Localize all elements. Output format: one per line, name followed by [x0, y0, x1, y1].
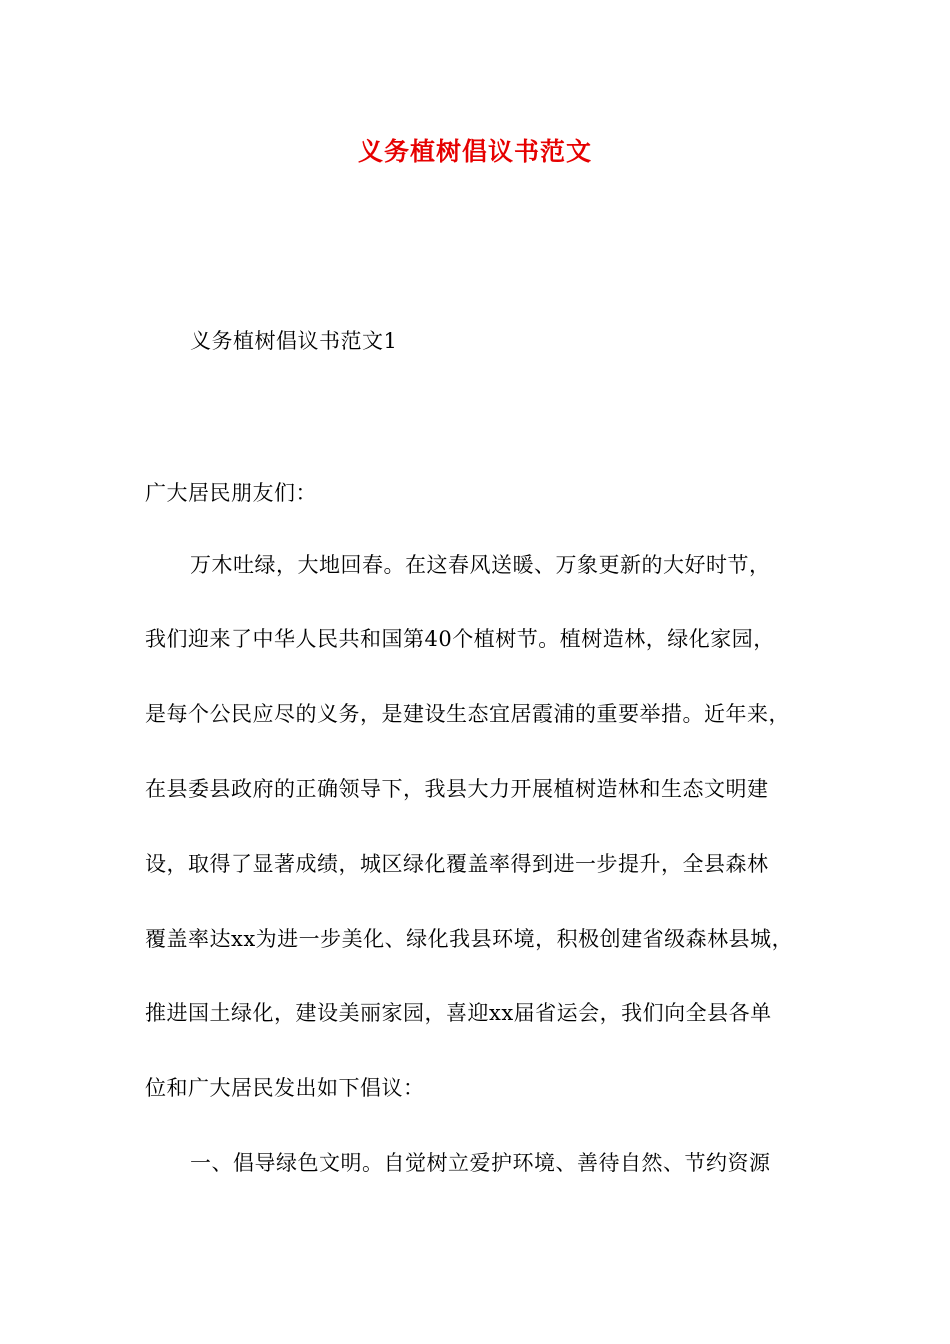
body-line: 设，取得了显著成绩，城区绿化覆盖率得到进一步提升，全县森林: [145, 852, 769, 876]
body-line: 一、倡导绿色文明。自觉树立爱护环境、善待自然、节约资源: [190, 1151, 771, 1175]
body-line: 是每个公民应尽的义务，是建设生态宜居霞浦的重要举措。近年来，: [145, 702, 790, 726]
section-heading: 义务植树倡议书范文1: [190, 329, 398, 353]
body-line: 覆盖率达xx为进一步美化、绿化我县环境，积极创建省级森林县城，: [145, 927, 794, 951]
salutation: 广大居民朋友们：: [145, 481, 317, 505]
body-line: 我们迎来了中华人民共和国第40个植树节。植树造林，绿化家园，: [145, 627, 775, 651]
body-line: 万木吐绿，大地回春。在这春风送暖、万象更新的大好时节，: [190, 553, 771, 577]
body-line: 位和广大居民发出如下倡议：: [145, 1076, 425, 1100]
body-line: 推进国土绿化，建设美丽家园，喜迎xx届省运会，我们向全县各单: [145, 1001, 772, 1025]
body-line: 在县委县政府的正确领导下，我县大力开展植树造林和生态文明建: [145, 777, 769, 801]
document-title: 义务植树倡议书范文: [357, 137, 592, 166]
